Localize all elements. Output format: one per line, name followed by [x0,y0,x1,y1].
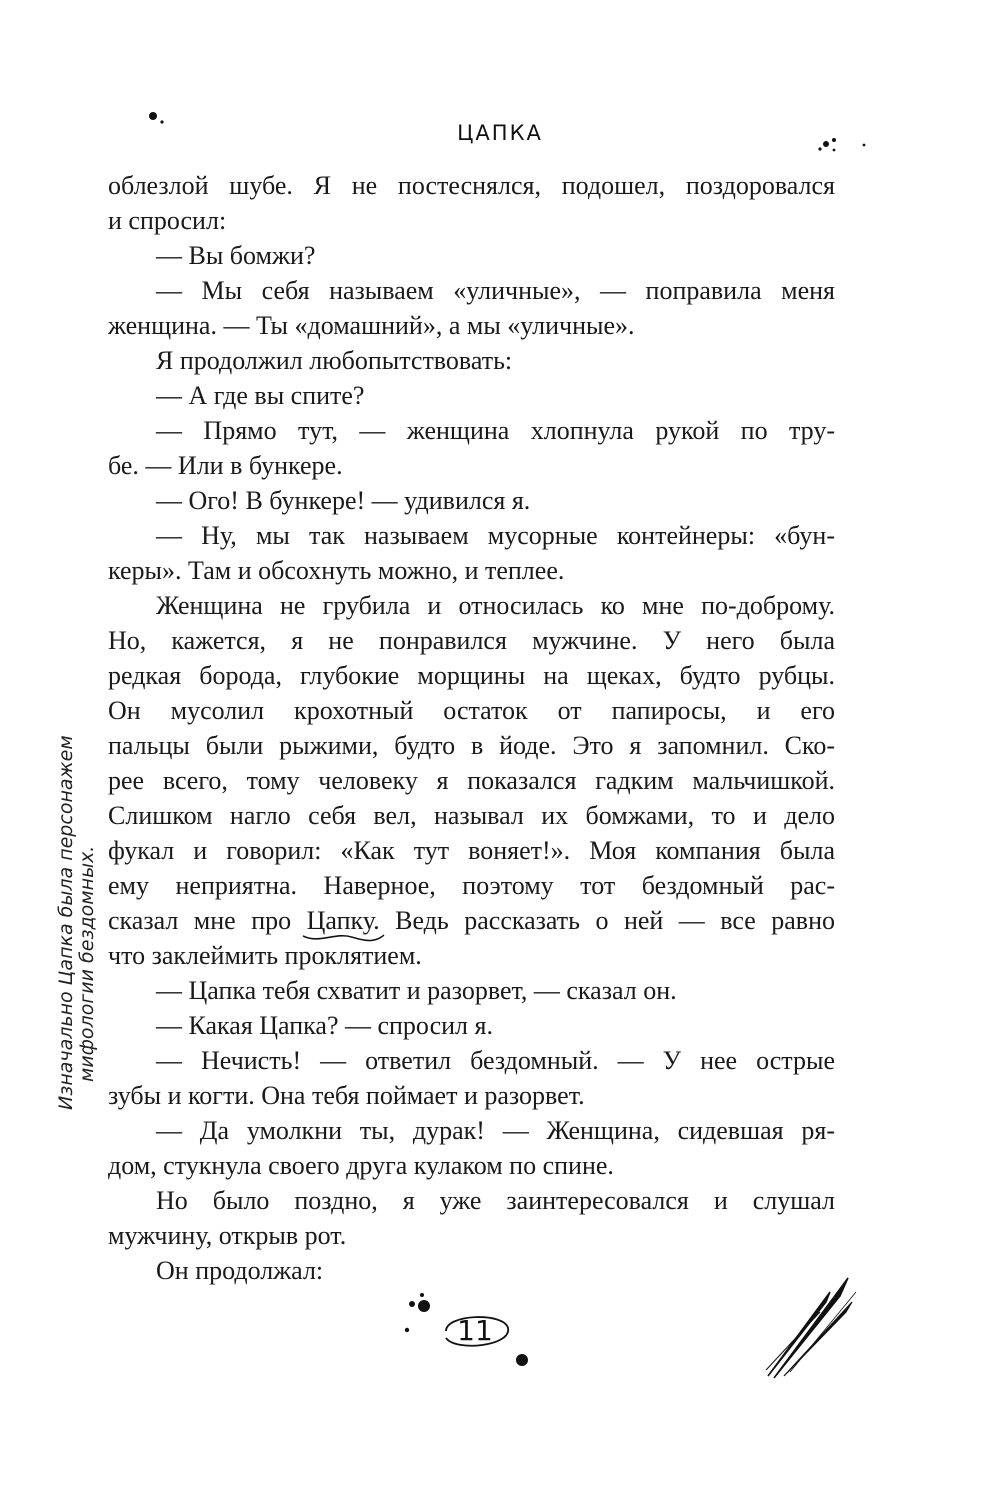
text-line: — А где вы спите? [156,381,365,410]
text-line: — Нечисть! — ответил бездомный. — У нее острые [156,1046,835,1075]
text-line: — Прямо тут, — женщина хлопнула рукой по тру- [156,416,835,445]
text-line: Он продолжал: [156,1256,324,1285]
text-line: Он мусолил крохотный остаток от папиросы, и его [108,696,835,725]
text-line: фукал и говорил: «Как тут воняет!». Моя компания была [108,836,835,865]
text-line: — Какая Цапка? — спросил я. [156,1011,493,1040]
text-line: бе. — Или в бункере. [108,451,343,480]
page-number-text: 11 [457,1314,493,1347]
running-head: ЦАПКА [457,121,543,145]
text-line: керы». Там и обсохнуть можно, и теплее. [108,556,565,585]
text-line: женщина. — Ты «домашний», а мы «уличные». [108,311,635,340]
text-line: и спросил: [108,206,227,235]
text-line: — Да умолкни ты, дурак! — Женщина, сидевшая ря- [156,1116,835,1145]
text-line: — Ого! В бункере! — удивился я. [156,486,531,515]
text-line: дом, стукнула своего друга кулаком по спине. [108,1151,614,1180]
text-line: — Вы бомжи? [156,241,316,270]
ink-splatter-bottom-center-icon [510,1348,534,1372]
text-line: мужчину, открыв рот. [108,1221,347,1250]
margin-note-line: Изначально Цапка была персонажем [55,735,77,1110]
text-line: — Цапка тебя схватит и разорвет, — сказал он. [156,976,677,1005]
text-line: зубы и когти. Она тебя поймает и разорвет. [108,1081,585,1110]
text-fragment: Ведь рассказать о ней — все равно [379,906,835,935]
text-line: Женщина не грубила и относилась ко мне по-доброму. [156,591,835,620]
text-line: рее всего, тому человеку я показался гадким мальчишкой. [108,766,835,795]
text-fragment: сказал мне про [108,906,307,935]
ink-splatter-bottom-left-icon [398,1290,438,1340]
ink-splatter-top-left-icon [146,108,170,128]
ink-splatter-top-right-icon [812,130,872,160]
text-line: Но было поздно, я уже заинтересовался и слушал [156,1186,835,1215]
margin-note-line: мифологии бездомных. [76,845,98,1082]
text-line: ему неприятна. Наверное, поэтому тот бездомный рас- [108,871,835,900]
text-line: — Мы себя называем «уличные», — поправила меня [156,276,835,305]
text-line: — Ну, мы так называем мусорные контейнеры: «бун- [156,521,835,550]
underlined-word [307,906,380,935]
page-number [436,1306,514,1356]
text-line: пальцы были рыжими, будто в йоде. Это я запомнил. Ско- [108,731,835,760]
text-line: редкая борода, глубокие морщины на щеках, будто рубцы. [108,661,835,690]
underlined-word-text: Цапку. [306,906,380,935]
claw-scratch-icon [760,1272,860,1382]
margin-note [56,730,98,1110]
text-line: Но, кажется, я не понравился мужчине. У него была [108,626,835,655]
text-line: Я продолжил любопытствовать: [156,346,513,375]
text-line: Слишком нагло себя вел, называл их бомжами, то и дело [108,801,835,830]
text-line [108,903,835,939]
text-line: что заклеймить проклятием. [108,941,422,970]
text-line: облезлой шубе. Я не постеснялся, подошел, поздоровался [108,171,835,200]
